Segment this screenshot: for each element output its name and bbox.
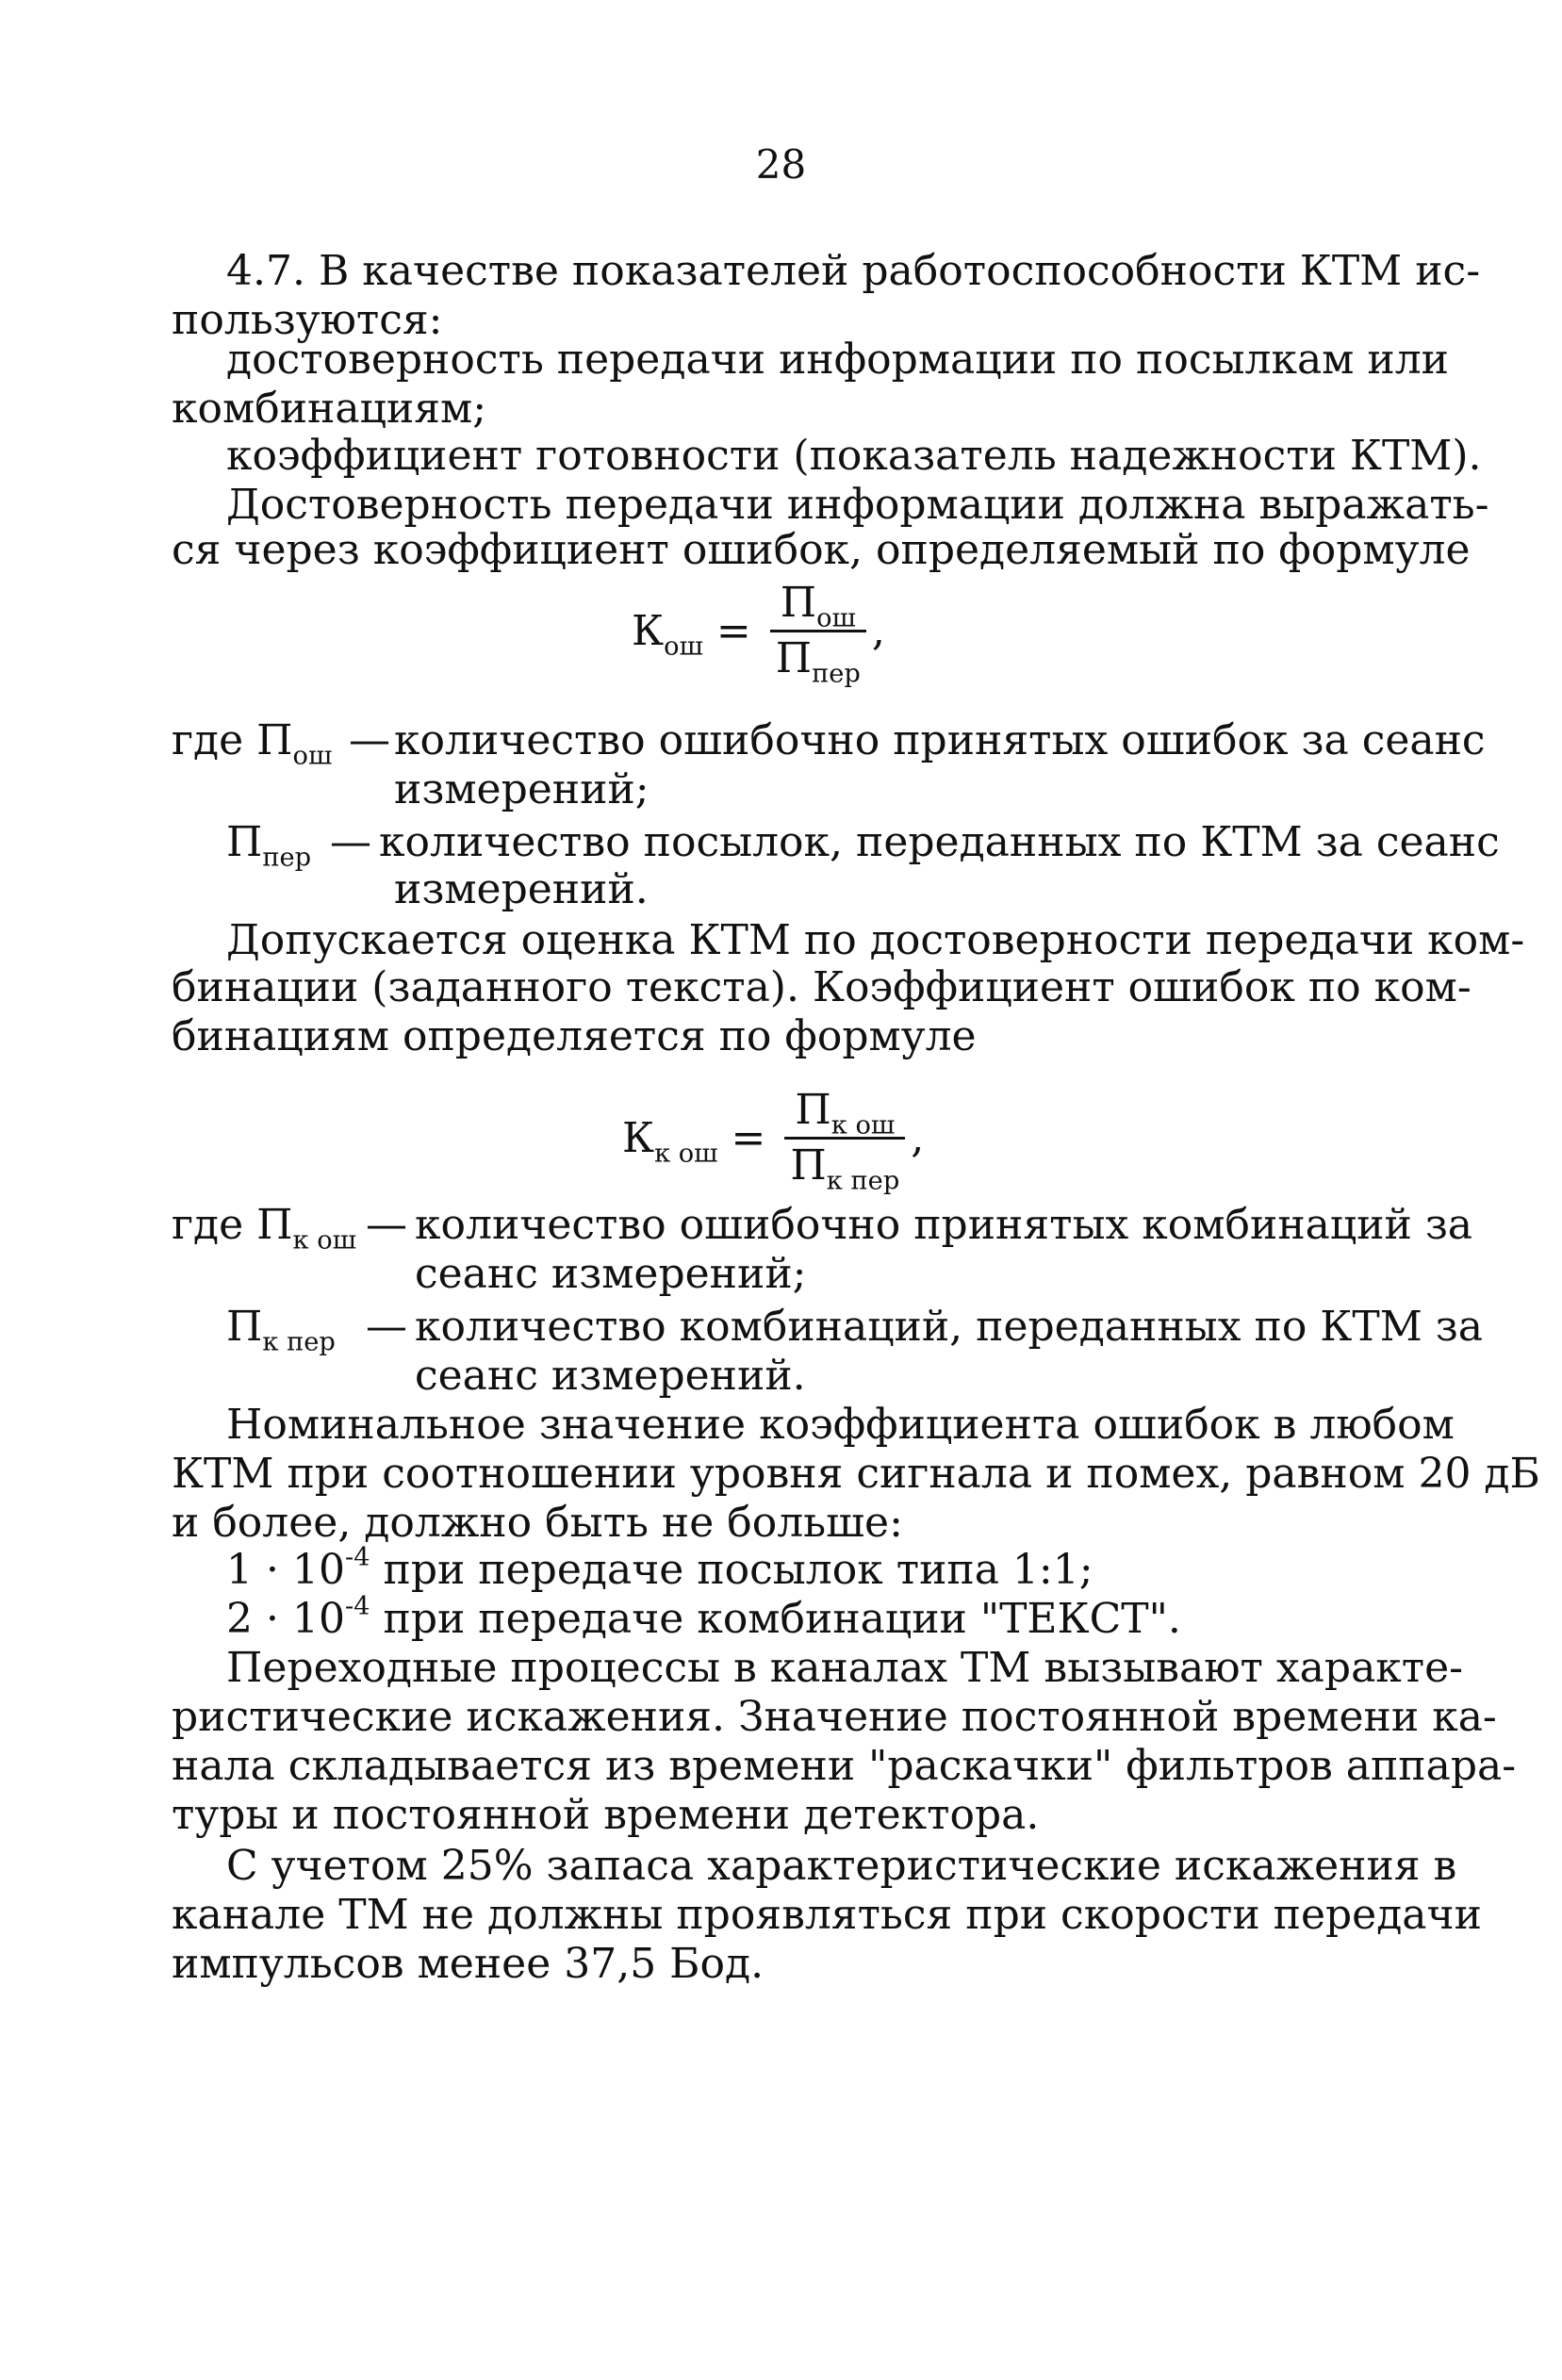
- page-number: 28: [755, 141, 807, 188]
- section-line-7: ся через коэффициент ошибок, определяемый по формуле: [172, 526, 1471, 574]
- where2-term2: $П_{к пер}$: [226, 1303, 336, 1357]
- formula1-comma: ,: [871, 606, 885, 655]
- where1-term2: $П_{пер}$: [226, 818, 312, 873]
- para4-line-2: ристические искажения. Значение постоянной времени ка-: [172, 1693, 1497, 1741]
- para4-line-4: туры и постоянной времени детектора.: [172, 1791, 1040, 1839]
- formula2-comma: ,: [911, 1113, 925, 1162]
- where2-def2-a: количество комбинаций, переданных по КТМ за: [415, 1303, 1483, 1351]
- limit-value-1: $1 \cdot 10^{-4}$ при передаче посылок типа 1:1;: [226, 1542, 1093, 1594]
- where2-dash2: —: [366, 1303, 407, 1351]
- para4-line-3: нала складывается из времени "раскачки" фильтров аппара-: [172, 1742, 1517, 1790]
- where2-def1-b: сеанс измерений;: [415, 1250, 807, 1298]
- para2-line-3: бинациям определяется по формуле: [172, 1012, 977, 1060]
- section-line-2: пользуются:: [172, 296, 443, 344]
- where1-def2-a: количество посылок, переданных по КТМ за сеанс: [379, 818, 1500, 866]
- para2-line-2: бинации (заданного текста). Коэффициент ошибок по ком-: [172, 963, 1472, 1011]
- formula1-numerator: $П_{ош}$: [780, 579, 856, 633]
- para3-line-2: КТМ при соотношении уровня сигнала и помех, равном 20 дБ: [172, 1450, 1540, 1498]
- formula2-fraction: [784, 1084, 905, 1196]
- where2-def1-a: количество ошибочно принятых комбинаций за: [415, 1201, 1473, 1249]
- where2-term1: где $П_{к ош}$: [172, 1201, 357, 1256]
- section-line-5: коэффициент готовности (показатель надежности КТМ).: [226, 432, 1482, 480]
- section-line-6: Достоверность передачи информации должна выражать-: [226, 481, 1489, 529]
- formula2-equals: =: [731, 1113, 766, 1162]
- para5-line-3: импульсов менее 37,5 Бод.: [172, 1940, 765, 1988]
- formula2-numerator: $П_{к ош}$: [795, 1086, 896, 1141]
- where1-dash1: —: [349, 716, 390, 764]
- where2-def2-b: сеанс измерений.: [415, 1352, 806, 1400]
- formula1-fraction: [770, 577, 866, 689]
- limit-value-2: $2 \cdot 10^{-4}$ при передаче комбинации "ТЕКСТ".: [226, 1591, 1181, 1643]
- where2-dash1: —: [366, 1201, 407, 1249]
- where1-term1: где $П_{ош}$: [172, 716, 333, 771]
- formula1-equals: =: [715, 606, 751, 655]
- formula1-lhs: $К_{ош}$: [632, 606, 703, 661]
- para4-line-1: Переходные процессы в каналах ТМ вызывают характе-: [226, 1644, 1464, 1692]
- section-line-1: 4.7. В качестве показателей работоспособности КТМ ис-: [226, 247, 1481, 295]
- section-line-3: достоверность передачи информации по посылкам или: [226, 336, 1449, 384]
- formula2-lhs: $К_{к ош}$: [622, 1113, 718, 1168]
- para5-line-2: канале ТМ не должны проявляться при скорости передачи: [172, 1891, 1482, 1939]
- where1-def1-b: измерений;: [394, 765, 649, 813]
- para3-line-3: и более, должно быть не больше:: [172, 1499, 903, 1547]
- formula-combination-error-coefficient: [622, 1084, 925, 1196]
- formula1-denominator: $П_{пер}$: [775, 634, 861, 689]
- section-line-4: комбинациям;: [172, 385, 487, 433]
- where1-def1-a: количество ошибочно принятых ошибок за сеанс: [394, 716, 1486, 764]
- para3-line-1: Номинальное значение коэффициента ошибок в любом: [226, 1401, 1455, 1449]
- where1-dash2: —: [330, 818, 371, 866]
- where1-def2-b: измерений.: [394, 865, 649, 913]
- para2-line-1: Допускается оценка КТМ по достоверности передачи ком-: [226, 916, 1525, 964]
- para5-line-1: С учетом 25% запаса характеристические искажения в: [226, 1842, 1457, 1890]
- formula-error-coefficient: [632, 577, 885, 689]
- formula2-denominator: $П_{к пер}$: [790, 1141, 900, 1196]
